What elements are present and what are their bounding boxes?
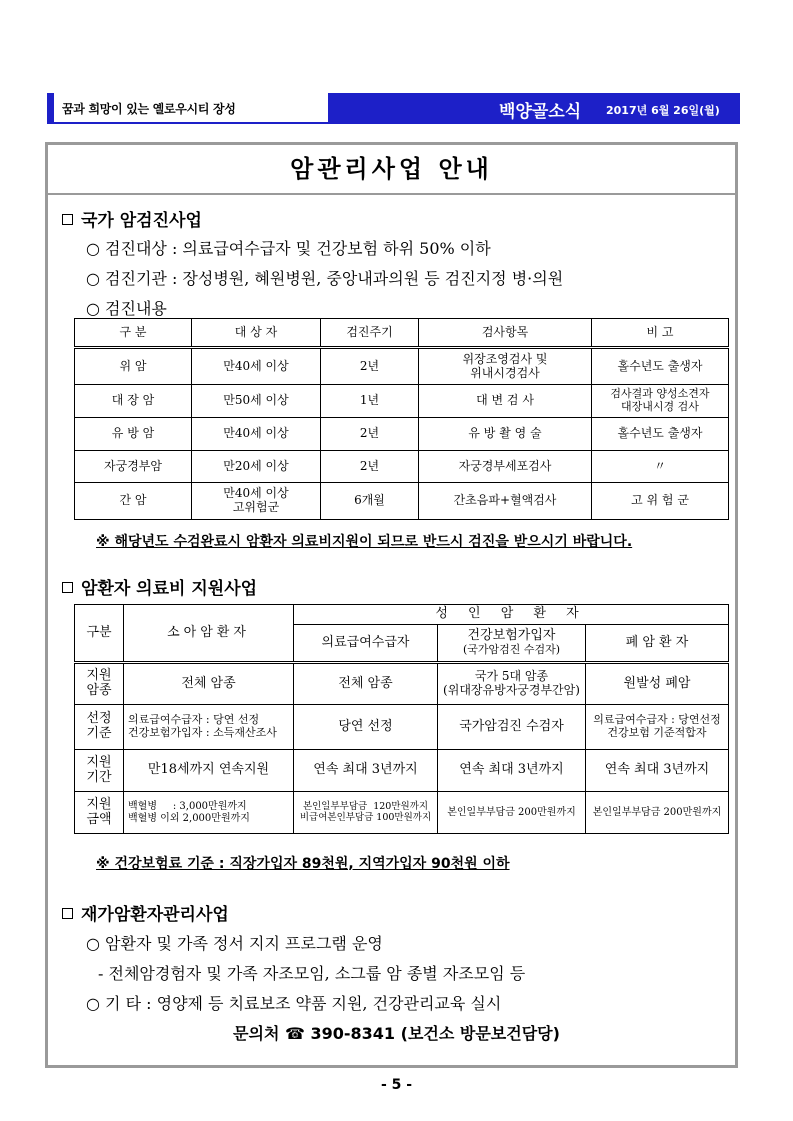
table-header: 구 분 bbox=[75, 319, 192, 348]
table-cell: 〃 bbox=[592, 451, 729, 483]
section1-item-1: ○ 검진대상 : 의료급여수급자 및 건강보험 하위 50% 이하 bbox=[86, 239, 491, 258]
section1-item-2: ○ 검진기관 : 장성병원, 혜원병원, 중앙내과의원 등 검진지정 병·의원 bbox=[86, 269, 564, 288]
table-cell: 2년 bbox=[321, 451, 419, 483]
issue-date: 2017년 6월 26일(월) bbox=[606, 104, 720, 117]
table-header: 비 고 bbox=[592, 319, 729, 348]
table-header: 의료급여수급자 bbox=[294, 625, 438, 663]
table-header: 폐 암 환 자 bbox=[586, 625, 729, 663]
table-cell: 대 장 암 bbox=[75, 385, 192, 418]
table-cell: 만40세 이상 고위험군 bbox=[192, 483, 321, 520]
table-header-main: 건강보험가입자 bbox=[467, 628, 556, 644]
table-cell: 1년 bbox=[321, 385, 419, 418]
table-cell: 의료급여수급자 : 당연 선정 건강보험가입자 : 소득재산조사 bbox=[124, 705, 294, 750]
header-accent-bar bbox=[47, 93, 54, 122]
table-cell: 전체 암종 bbox=[124, 663, 294, 705]
table-cell: 본인일부부담금 120만원까지 비급여본인부담금 100만원까지 bbox=[294, 792, 438, 834]
table-header-sub: (국가암검진 수검자) bbox=[462, 643, 561, 657]
table-row bbox=[75, 792, 729, 834]
table-cell: 유 방 암 bbox=[75, 418, 192, 451]
table-cell: 위 암 bbox=[75, 348, 192, 385]
table-cell: 만40세 이상 bbox=[192, 348, 321, 385]
section2-notice: ※ 건강보험료 기준 : 직장가입자 89천원, 지역가입자 90천원 이하 bbox=[96, 856, 510, 872]
page-number: - 5 - bbox=[380, 1077, 413, 1093]
table-cell: 6개월 bbox=[321, 483, 419, 520]
table-header: 대 상 자 bbox=[192, 319, 321, 348]
item-text: 검진기관 : 장성병원, 혜원병원, 중앙내과의원 등 검진지정 병·의원 bbox=[105, 269, 564, 288]
section1-title: 국가 암검진사업 bbox=[81, 211, 202, 231]
table-cell: 만50세 이상 bbox=[192, 385, 321, 418]
table-cell: 홀수년도 출생자 bbox=[592, 418, 729, 451]
table-row-label: 지원 기간 bbox=[75, 750, 124, 792]
table-cell: 검사결과 양성소견자 대장내시경 검사 bbox=[592, 385, 729, 418]
section3-item-2: - 전체암경험자 및 가족 자조모임, 소그룹 암 종별 자조모임 등 bbox=[98, 964, 526, 983]
table-cell: 백혈병 : 3,000만원까지 백혈병 이외 2,000만원까지 bbox=[124, 792, 294, 834]
table-cell: 연속 최대 3년까지 bbox=[438, 750, 586, 792]
table-cell: 원발성 폐암 bbox=[586, 663, 729, 705]
table-cell: 자궁경부암 bbox=[75, 451, 192, 483]
table-header: 성 인 암 환 자 bbox=[294, 605, 729, 625]
table-cell: 당연 선정 bbox=[294, 705, 438, 750]
medical-support-table bbox=[74, 604, 729, 834]
table-cell: 의료급여수급자 : 당연선정 건강보험 기준적합자 bbox=[586, 705, 729, 750]
table-row bbox=[75, 483, 729, 520]
section3-heading bbox=[62, 900, 229, 925]
table-cell: 전체 암종 bbox=[294, 663, 438, 705]
table-header-row bbox=[75, 319, 729, 348]
table-header: 검사항목 bbox=[419, 319, 592, 348]
table-cell: 유 방 촬 영 술 bbox=[419, 418, 592, 451]
square-bullet-icon bbox=[62, 582, 73, 593]
table-row bbox=[75, 705, 729, 750]
table-cell: 만18세까지 연속지원 bbox=[124, 750, 294, 792]
header-slogan: 꿈과 희망이 있는 옐로우시티 장성 bbox=[62, 102, 236, 116]
table-cell: 국가암검진 수검자 bbox=[438, 705, 586, 750]
table-row bbox=[75, 348, 729, 385]
section2-heading bbox=[62, 574, 257, 599]
newsletter-name: 백양골소식 bbox=[499, 102, 582, 122]
item-text: 검진대상 : 의료급여수급자 및 건강보험 하위 50% 이하 bbox=[105, 239, 491, 258]
table-row bbox=[75, 663, 729, 705]
table-cell: 연속 최대 3년까지 bbox=[294, 750, 438, 792]
item-text: 검진내용 bbox=[105, 299, 167, 318]
table-row bbox=[75, 418, 729, 451]
section3-item-3: ○ 기 타 : 영양제 등 치료보조 약품 지원, 건강관리교육 실시 bbox=[86, 994, 502, 1013]
table-cell: 홀수년도 출생자 bbox=[592, 348, 729, 385]
table-cell: 2년 bbox=[321, 348, 419, 385]
table-header: 구분 bbox=[75, 605, 124, 663]
table-cell: 만20세 이상 bbox=[192, 451, 321, 483]
table-cell: 국가 5대 암종 (위대장유방자궁경부간암) bbox=[438, 663, 586, 705]
table-header bbox=[438, 625, 586, 663]
table-header-row bbox=[75, 605, 729, 625]
screening-table bbox=[74, 318, 729, 520]
section3-title: 재가암환자관리사업 bbox=[81, 905, 229, 925]
table-cell: 고 위 험 군 bbox=[592, 483, 729, 520]
table-row-label: 지원 금액 bbox=[75, 792, 124, 834]
table-row-label: 선정 기준 bbox=[75, 705, 124, 750]
table-cell: 간초음파+혈액검사 bbox=[419, 483, 592, 520]
section3-item-1: ○ 암환자 및 가족 정서 지지 프로그램 운영 bbox=[86, 934, 383, 953]
table-row bbox=[75, 451, 729, 483]
table-row bbox=[75, 750, 729, 792]
table-header: 검진주기 bbox=[321, 319, 419, 348]
table-cell: 본인일부부담금 200만원까지 bbox=[438, 792, 586, 834]
header-rule bbox=[47, 122, 740, 124]
table-cell: 본인일부부담금 200만원까지 bbox=[586, 792, 729, 834]
section1-notice: ※ 해당년도 수검완료시 암환자 의료비지원이 되므로 반드시 검진을 받으시기 바랍니다. bbox=[96, 534, 633, 550]
table-row-label: 지원 암종 bbox=[75, 663, 124, 705]
table-row bbox=[75, 385, 729, 418]
table-cell: 2년 bbox=[321, 418, 419, 451]
table-cell: 대 변 검 사 bbox=[419, 385, 592, 418]
table-cell: 자궁경부세포검사 bbox=[419, 451, 592, 483]
square-bullet-icon bbox=[62, 908, 73, 919]
section2-title: 암환자 의료비 지원사업 bbox=[81, 579, 258, 599]
contact-info: 문의처 ☎ 390-8341 (보건소 방문보건담당) bbox=[233, 1024, 560, 1043]
page-title: 암관리사업 안내 bbox=[48, 145, 735, 195]
square-bullet-icon bbox=[62, 214, 73, 225]
table-header: 소아암환자 bbox=[124, 605, 294, 663]
table-cell: 위장조영검사 및 위내시경검사 bbox=[419, 348, 592, 385]
table-cell: 만40세 이상 bbox=[192, 418, 321, 451]
section1-heading bbox=[62, 206, 202, 231]
header-banner bbox=[328, 93, 740, 122]
table-cell: 간 암 bbox=[75, 483, 192, 520]
table-cell: 연속 최대 3년까지 bbox=[586, 750, 729, 792]
section1-item-3: ○ 검진내용 bbox=[86, 299, 167, 318]
